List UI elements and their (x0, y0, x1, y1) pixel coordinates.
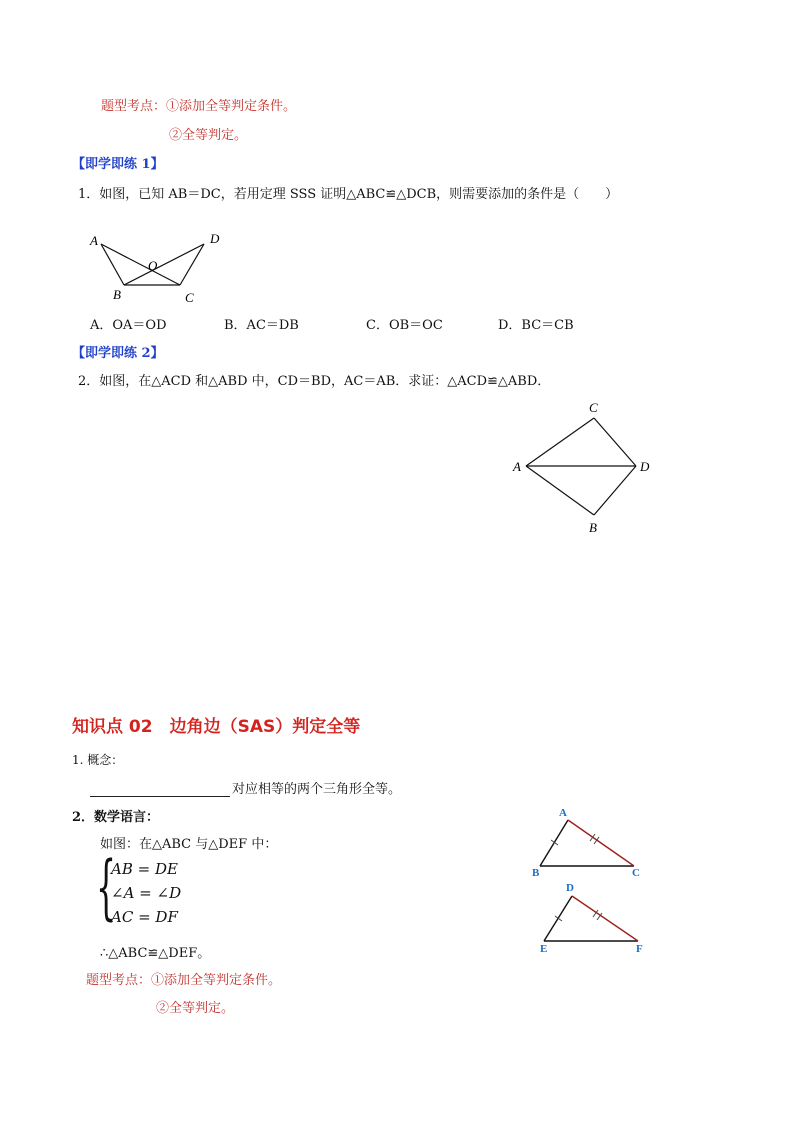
edge-df (572, 896, 638, 941)
option-d: D．BC＝CB (498, 318, 574, 333)
kaodian2-item-1: ①添加全等判定条件。 (151, 973, 282, 988)
label-a: A (559, 807, 567, 819)
option-b: B．AC＝DB (224, 318, 299, 333)
kaodian2-line-1 (86, 969, 281, 988)
label-a: A (90, 233, 98, 248)
label-a: A (513, 459, 521, 474)
conclusion: ∴△ABC≌△DEF。 (100, 946, 211, 961)
label-b: B (532, 867, 540, 879)
label-d: D (640, 459, 650, 474)
concept-text: 对应相等的两个三角形全等。 (232, 782, 402, 797)
condition-1: AB = DE (111, 860, 178, 878)
edge-ac (568, 820, 634, 866)
label-c: C (632, 867, 640, 879)
edge-bd (594, 466, 636, 515)
practice1-header: 【即学即练 1】 (72, 157, 164, 172)
kaodian-label: 题型考点： (101, 99, 167, 114)
label-d: D (566, 882, 574, 894)
option-a: A．OA＝OD (90, 318, 167, 333)
label-b: B (113, 287, 121, 302)
kaodian-item-2: ②全等判定。 (169, 128, 248, 143)
option-c: C．OB＝OC (366, 318, 443, 333)
label-c: C (589, 400, 598, 415)
math-lang-intro: 如图：在△ABC 与△DEF 中： (100, 837, 278, 852)
sas-figure (528, 800, 648, 960)
label-f: F (636, 943, 643, 955)
kaodian-line-1 (101, 95, 296, 114)
condition-2: ∠A = ∠D (111, 884, 182, 902)
condition-3: AC = DF (111, 908, 178, 926)
edge-ab (540, 820, 568, 866)
math-lang-label: 2．数学语言： (72, 810, 160, 825)
edge-ab (526, 466, 594, 515)
label-e: E (540, 943, 548, 955)
concept-label: 1. 概念： (72, 753, 124, 767)
practice1-question: 1．如图，已知 AB＝DC，若用定理 SSS 证明△ABC≌△DCB，则需要添加的条件是（ ） (78, 187, 619, 202)
concept-line (90, 778, 401, 797)
edge-ac (526, 418, 594, 466)
kaodian2-label: 题型考点： (86, 973, 152, 988)
kaodian-item-1: ①添加全等判定条件。 (166, 99, 297, 114)
knowledge2-title: 知识点 02 边角边（SAS）判定全等 (72, 717, 361, 737)
label-o: O (148, 258, 158, 273)
label-c: C (185, 290, 194, 305)
label-b: B (589, 520, 597, 535)
kaodian2-item-2: ②全等判定。 (156, 1001, 235, 1016)
practice2-question: 2．如图，在△ACD 和△ABD 中，CD＝BD，AC＝AB．求证：△ACD≌△ABD． (78, 374, 551, 389)
brace: { (96, 846, 117, 928)
label-d: D (210, 231, 220, 246)
fill-blank[interactable] (90, 784, 230, 797)
practice2-header: 【即学即练 2】 (72, 346, 164, 361)
edge-cd (594, 418, 636, 466)
tick-ab (551, 840, 558, 845)
practice2-figure (506, 398, 666, 538)
practice1-figure (86, 228, 236, 308)
